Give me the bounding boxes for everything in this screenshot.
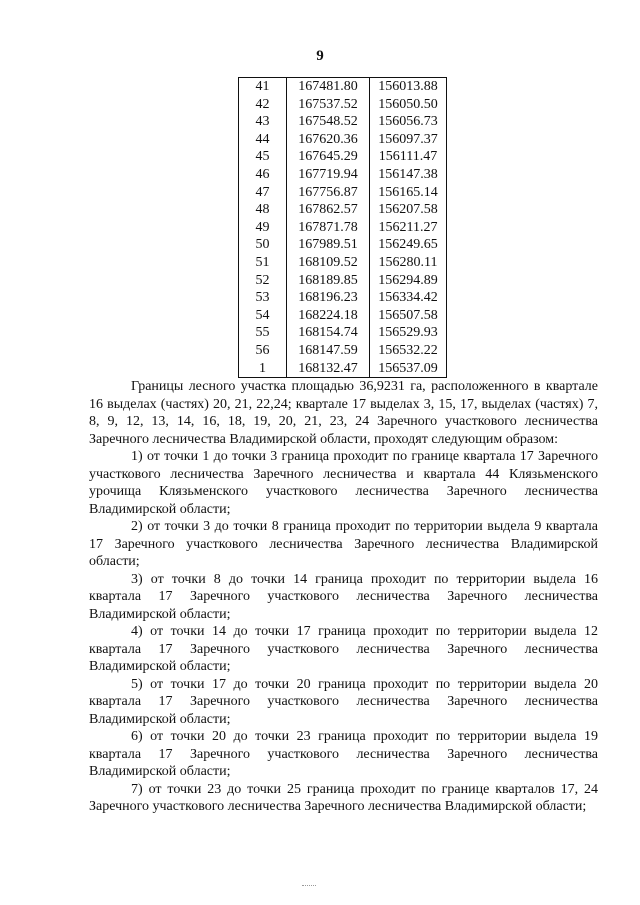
coord-y-cell: 156294.89 [370, 272, 447, 290]
coord-y-cell: 156249.65 [370, 236, 447, 254]
page-number: 9 [316, 48, 324, 64]
point-number-cell: 54 [239, 307, 287, 325]
coord-y-cell: 156334.42 [370, 289, 447, 307]
point-number-cell: 42 [239, 96, 287, 114]
boundary-item-2: 2) от точки 3 до точки 8 граница проходит по территории выдела 9 квартала 17 Заречного участкового лесничества Заречного лесничества Владимирской области; [89, 519, 598, 569]
point-number-cell: 55 [239, 324, 287, 342]
point-number-cell: 44 [239, 131, 287, 149]
coord-x-cell: 168147.59 [287, 342, 370, 360]
coord-x-cell: 168132.47 [287, 360, 370, 378]
coord-y-cell: 156013.88 [370, 78, 447, 96]
coord-x-cell: 167756.87 [287, 184, 370, 202]
point-number-cell: 53 [239, 289, 287, 307]
coord-x-cell: 167548.52 [287, 113, 370, 131]
point-number-cell: 56 [239, 342, 287, 360]
boundary-item-5: 5) от точки 17 до точки 20 граница проходит по территории выдела 20 квартала 17 Заречного участкового лесничества Заречного лесничества Владимирской области; [89, 676, 598, 727]
coord-x-cell: 168189.85 [287, 272, 370, 290]
boundary-item-3: 3) от точки 8 до точки 14 граница проходит по территории выдела 16 квартала 17 Заречного участкового лесничества Заречного лесничества Владимирской области; [89, 571, 598, 622]
coord-x-cell: 168196.23 [287, 289, 370, 307]
point-number-cell: 41 [239, 78, 287, 96]
boundary-item-1: 1) от точки 1 до точки 3 граница проходит по границе квартала 17 Заречного участкового лесничества Заречного лесничества и квартала 44 Клязьменского урочища Клязьменского участкового лесничества Заречного лесничества Владимирской области; [89, 449, 598, 517]
coord-x-cell: 167719.94 [287, 166, 370, 184]
table-row [239, 166, 447, 184]
table-row [239, 307, 447, 325]
coord-x-cell: 167989.51 [287, 236, 370, 254]
table-row [239, 272, 447, 290]
table-row [239, 184, 447, 202]
footer-mark [302, 885, 316, 888]
point-number-cell: 48 [239, 201, 287, 219]
boundary-item-7: 7) от точки 23 до точки 25 граница проходит по границе кварталов 17, 24 Заречного участкового лесничества Заречного лесничества Владимирской области; [89, 781, 598, 814]
coord-x-cell: 167537.52 [287, 96, 370, 114]
table-row [239, 96, 447, 114]
point-number-cell: 1 [239, 360, 287, 378]
table-row [239, 148, 447, 166]
coord-y-cell: 156050.50 [370, 96, 447, 114]
boundary-item-4: 4) от точки 14 до точки 17 граница проходит по территории выдела 12 квартала 17 Заречного участкового лесничества Заречного лесничества Владимирской области; [89, 624, 598, 674]
table-row [239, 113, 447, 131]
table-row [239, 254, 447, 272]
table-row [239, 219, 447, 237]
table-row [239, 131, 447, 149]
point-number-cell: 46 [239, 166, 287, 184]
boundary-description [89, 378, 598, 816]
intro-paragraph: Границы лесного участка площадью 36,9231 га, расположенного в квартале 16 выделах (частях) 20, 21, 22,24; квартале 17 выделах 3, 15, 17, выделах (частях) 7, 8, 9, 12, 13, 14, 16, 18, 19, 20, 21, 23, 24 Заречного участкового лесничества Заречного лесничества Владимирской области, проходят следующим образом: [89, 379, 598, 447]
table-row [239, 289, 447, 307]
point-number-cell: 47 [239, 184, 287, 202]
coord-y-cell: 156097.37 [370, 131, 447, 149]
coordinates-table [238, 77, 447, 378]
boundary-item-6: 6) от точки 20 до точки 23 граница проходит по территории выдела 19 квартала 17 Заречного участкового лесничества Заречного лесничества Владимирской области; [89, 729, 598, 779]
coord-x-cell: 167645.29 [287, 148, 370, 166]
coord-y-cell: 156529.93 [370, 324, 447, 342]
coord-y-cell: 156056.73 [370, 113, 447, 131]
point-number-cell: 49 [239, 219, 287, 237]
table-row [239, 342, 447, 360]
point-number-cell: 45 [239, 148, 287, 166]
coord-y-cell: 156111.47 [370, 148, 447, 166]
coord-y-cell: 156507.58 [370, 307, 447, 325]
coord-y-cell: 156211.27 [370, 219, 447, 237]
point-number-cell: 43 [239, 113, 287, 131]
table-row [239, 324, 447, 342]
coord-x-cell: 168224.18 [287, 307, 370, 325]
coord-y-cell: 156147.38 [370, 166, 447, 184]
table-row [239, 78, 447, 96]
coord-y-cell: 156207.58 [370, 201, 447, 219]
coord-x-cell: 168109.52 [287, 254, 370, 272]
table-row [239, 236, 447, 254]
coord-x-cell: 167620.36 [287, 131, 370, 149]
coord-x-cell: 168154.74 [287, 324, 370, 342]
coord-y-cell: 156280.11 [370, 254, 447, 272]
coord-y-cell: 156165.14 [370, 184, 447, 202]
point-number-cell: 52 [239, 272, 287, 290]
coord-y-cell: 156537.09 [370, 360, 447, 378]
coord-x-cell: 167481.80 [287, 78, 370, 96]
coord-x-cell: 167871.78 [287, 219, 370, 237]
point-number-cell: 50 [239, 236, 287, 254]
table-row [239, 201, 447, 219]
table-row [239, 360, 447, 378]
point-number-cell: 51 [239, 254, 287, 272]
coord-x-cell: 167862.57 [287, 201, 370, 219]
coord-y-cell: 156532.22 [370, 342, 447, 360]
